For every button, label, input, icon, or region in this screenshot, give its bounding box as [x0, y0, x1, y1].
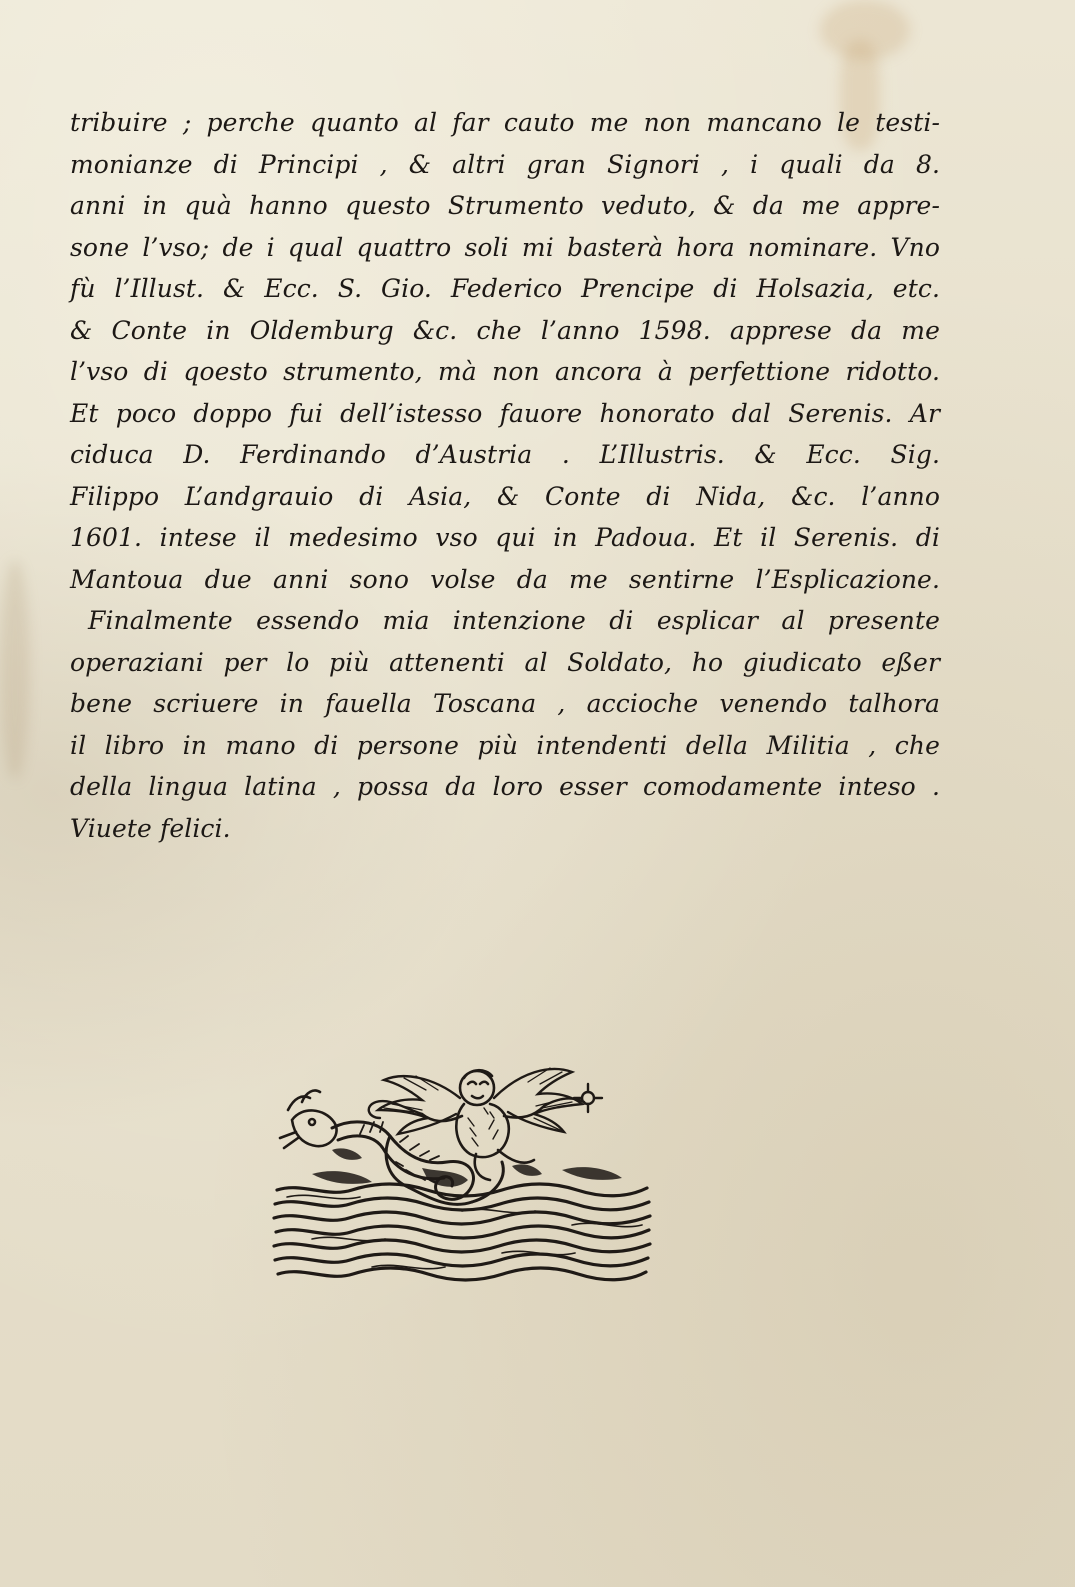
text-line: monianze di Principi , & altri gran Signori , i quali da 8.	[70, 149, 940, 179]
main-text	[70, 102, 940, 849]
text-line: l’vso di qoesto strumento, mà non ancora à perfettione ridotto.	[70, 357, 940, 386]
text-line: tribuire ; perche quanto al far cauto me non mancano le testi-	[70, 108, 940, 137]
text-line: bene scriuere in fauella Toscana , accioche venendo talhora	[70, 689, 940, 718]
text-line: della lingua latina , possa da loro esser comodamente inteso .	[70, 772, 940, 801]
text-line: Et poco doppo fui dell’istesso fauore honorato dal Serenis. Ar	[70, 398, 940, 428]
text-line: Filippo L’andgrauio di Asia, & Conte di Nida, &c. l’anno	[70, 481, 940, 511]
text-line: Mantoua due anni sono volse da me sentirne l’Esplicazione.	[70, 564, 940, 594]
text-line: sone l’vso; de i qual quattro soli mi basterà hora nominare. Vno	[70, 232, 940, 262]
text-line: fù l’Illust. & Ecc. S. Gio. Federico Prencipe di Holsazia, etc.	[70, 274, 940, 303]
text-line: Viuete felici.	[70, 813, 231, 843]
text-line: Finalmente essendo mia intenzione di esplicar al presente	[88, 606, 940, 635]
text-line: ciduca D. Ferdinando d’Austria . L’Illustris. & Ecc. Sig.	[70, 440, 940, 469]
text-line: 1601. intese il medesimo vso qui in Padoua. Et il Serenis. di	[70, 523, 940, 552]
text-line: & Conte in Oldemburg &c. che l’anno 1598. apprese da me	[70, 315, 940, 345]
text-line: operaziani per lo più attenenti al Soldato, ho giudicato eßer	[70, 647, 940, 677]
paper-stain	[0, 560, 30, 780]
text-line: il libro in mano di persone più intendenti della Militia , che	[70, 730, 940, 760]
text-line: anni in quà hanno questo Strumento veduto, & da me appre-	[70, 191, 940, 220]
putto-riding-sea-creature-woodcut-icon	[272, 1058, 652, 1284]
